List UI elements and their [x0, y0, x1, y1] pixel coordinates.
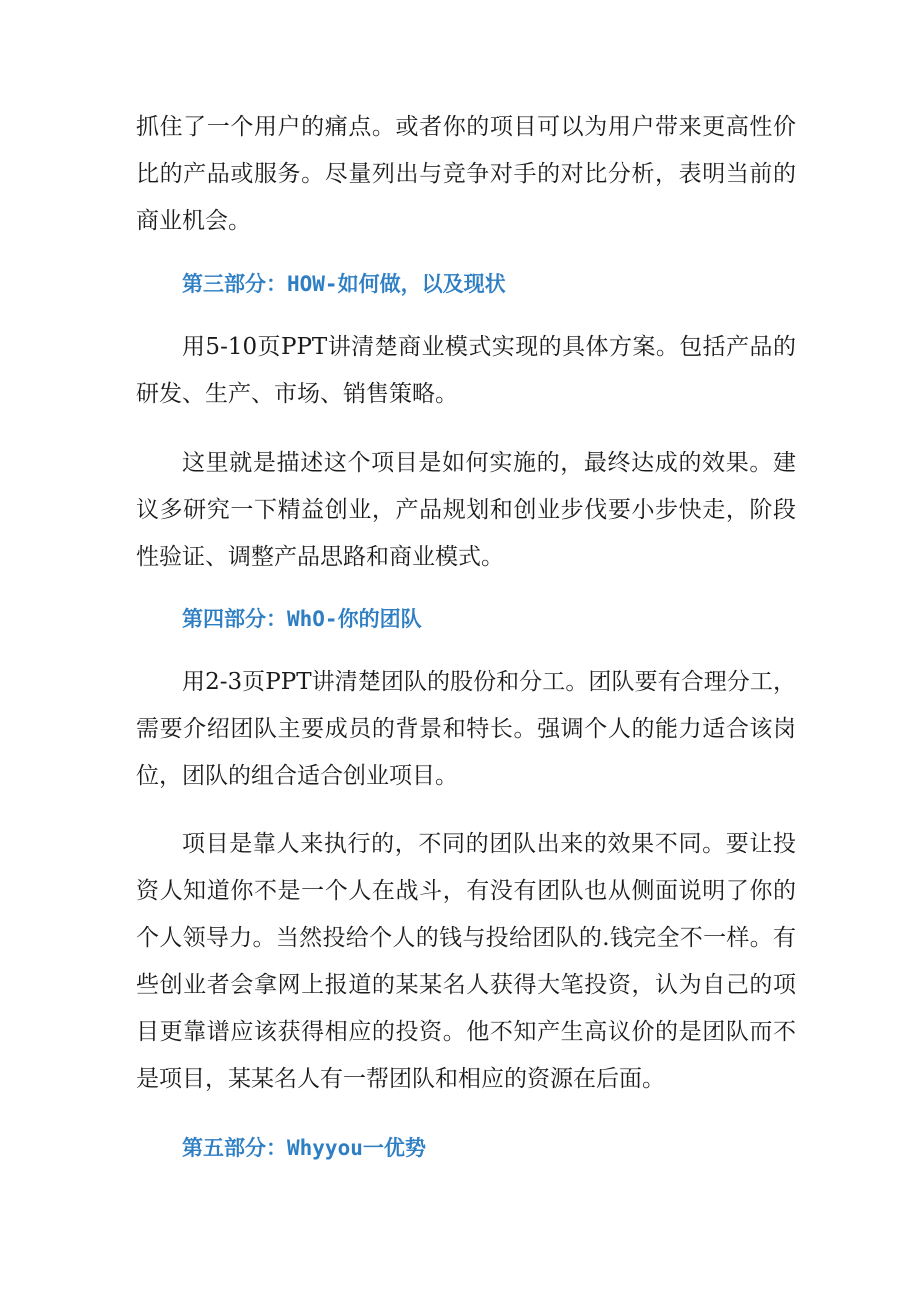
section-3-paragraph-1: 用5-10页PPT讲清楚商业模式实现的具体方案。包括产品的研发、生产、市场、销售策略。	[136, 334, 796, 407]
section-4-paragraph-1: 用2-3页PPT讲清楚团队的股份和分工。团队要有合理分工，需要介绍团队主要成员的背景和特长。强调个人的能力适合该岗位，团队的组合适合创业项目。	[136, 669, 796, 789]
section-5-heading: 第五部分：Whyyou一优势	[182, 1136, 426, 1160]
section-3-paragraph-2: 这里就是描述这个项目是如何实施的，最终达成的效果。建议多研究一下精益创业，产品规划和创业步伐要小步快走，阶段性验证、调整产品思路和商业模式。	[136, 450, 796, 570]
intro-paragraph: 抓住了一个用户的痛点。或者你的项目可以为用户带来更高性价比的产品或服务。尽量列出与竞争对手的对比分析，表明当前的商业机会。	[136, 114, 796, 234]
section-4-heading: 第四部分：WhO-你的团队	[182, 607, 422, 631]
section-3-heading: 第三部分：HOW-如何做，以及现状	[182, 272, 506, 296]
section-4-paragraph-2: 项目是靠人来执行的，不同的团队出来的效果不同。要让投资人知道你不是一个人在战斗，有没有团队也从侧面说明了你的个人领导力。当然投给个人的钱与投给团队的.钱完全不一样。有些创业者会拿网上报道的某某名人获得大笔投资，认为自己的项目更靠谱应该获得相应的投资。他不知产生高议价的是团队而不是项目，某某名人有一帮团队和相应的资源在后面。	[136, 831, 796, 1092]
